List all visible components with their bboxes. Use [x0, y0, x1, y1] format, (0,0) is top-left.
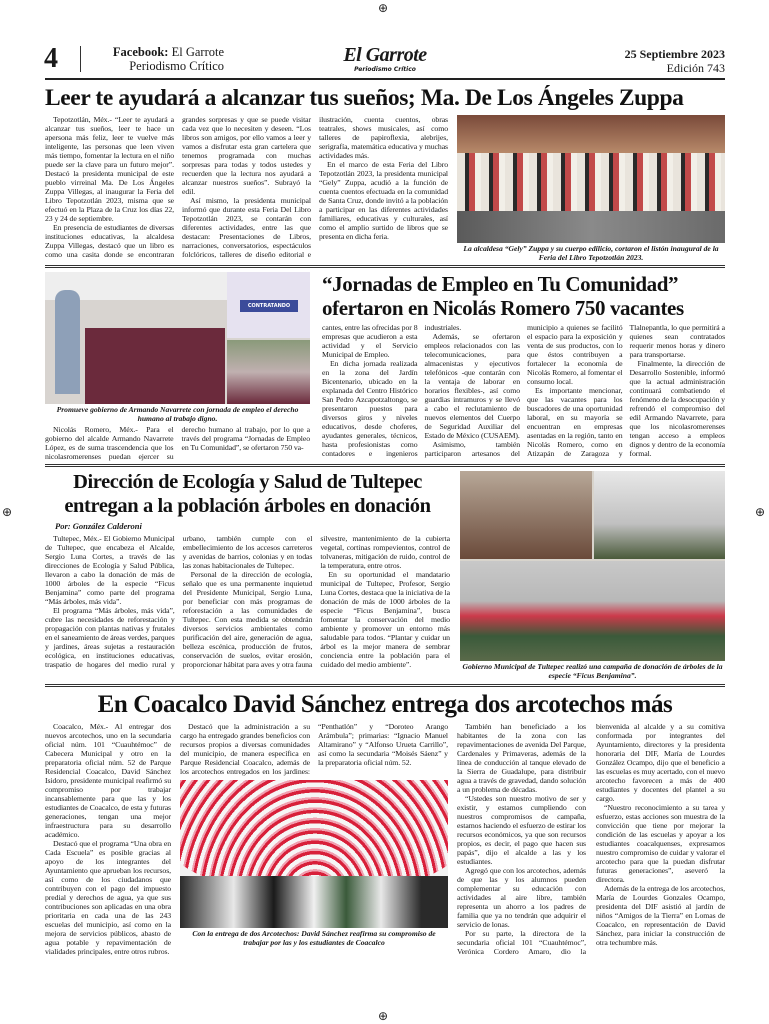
paragraph: Finalmente, la dirección de Desarrollo Sostenible, informó que la actual administración continuará combatiendo el fenómeno de la desocupación y refrendó el compromiso del edil Armando Navarrete, para que los nicolasromerenses tengan acceso a empleos dignos y dentro de la economía formal.	[629, 359, 725, 459]
article4-headline: En Coacalco David Sánchez entrega dos arcotechos más	[97, 690, 673, 718]
page-content	[45, 82, 725, 956]
logo-sub: Periodismo Crítico	[354, 66, 416, 73]
masthead-rule	[45, 78, 725, 80]
article3-headline-line1: Dirección de Ecología y Salud de Tultepec	[73, 471, 422, 494]
byline: Por: González Calderoni	[55, 520, 142, 531]
paragraph: “Nuestro reconocimiento a su tarea y esfuerzo, estas acciones son muestra de la convicción que tiene por mejorar la condición de las escuelas y apoyar a los estudiantes coacalquenses, expresamos nuestro compromiso de cuidar y valorar el arcotecho para que la puedan disfrutar futuras generaciones”, aseveró la directora.	[596, 803, 725, 885]
paragraph: “Ustedes son nuestro motivo de ser y existir, y estamos cumpliendo con nuestros compromisos de campaña, estamos haciendo el esfuerzo de estirar los recursos económicos, ya que son recursos propios, es decir, el pago que hacen sus papás”, dijo el alcalde a las y los estudiantes.	[457, 794, 586, 867]
article3-photo	[460, 471, 725, 661]
article2-photo	[45, 272, 310, 404]
article4-body-right	[457, 722, 725, 956]
article4-caption: Con la entrega de dos Arcotechos: David Sánchez reafirma su compromiso de trabajar por las y los estudiantes de Coacalco	[192, 929, 436, 947]
paragraph: Tultepec, Méx.- El Gobierno Municipal de Tultepec, que encabeza el Alcalde, Sergio Luna Cortes, a través de las direcciones de Ecología y Salud Pública, llevaron a cabo la donación de más de 1000 árboles de la especie “Ficus Benjamina” como parte del programa “Más árboles, más vida”.	[45, 533, 175, 606]
paragraph: Así mismo, la presidenta municipal informó que durante esta Feria Del Libro Tepotzotlán 2023, se contarán con diferentes actividades, entre las que destacan: Presentaciones de Libros, narraciones, conversatorios, espectáculos folclóricos, talleres de diseño editorial e ilustración, cuenta cuentos, obras teatrales, shows musicales, así como talleres de papiroflexia, alebrijes, serigrafía, matemática educativa y muchas actividades más.	[182, 115, 448, 260]
article4	[45, 691, 725, 957]
article1-photo	[457, 115, 725, 243]
article1-body	[45, 115, 448, 259]
article4-body-col1	[45, 722, 171, 956]
section-divider	[45, 464, 725, 467]
paragraph: También han beneficiado a los habitantes de la zona con las repavimentaciones de avenida Del Parque, Cardenales y Primaveras, además de la línea de conducción al tanque elevado de la Sierra de Guadalupe, para distribuir agua a través de gravedad, dando solución a un problema de décadas.	[457, 722, 586, 795]
edition: Edición 743	[666, 61, 725, 75]
article2-headline-line1: “Jornadas de Empleo en Tu Comunidad”	[322, 272, 679, 297]
paragraph: Asimismo, también participaron artesanos del municipio a quienes se facilitó el espacio para la exposición y venta de sus productos, con lo que éstos contribuyen a fortalecer la economía de Nicolás Romero, al fomentar el consumo local.	[424, 323, 623, 459]
tagline: Periodismo Crítico	[129, 59, 224, 73]
paragraph: Coacalco, Méx.- Al entregar dos nuevos arcotechos, uno en la secundaria oficial núm. 101 “Cuauhtémoc” de Cabecera Municipal y otro en la preparatoria oficial núm. 52 de Parque Residencial Coacalco, David Sánchez Isidoro, presidente municipal reafirmó su compromiso por trabajar incansablemente para que las y los estudiantes de Coacalco, de esta y futuras generaciones, tengan una mejor infraestructura para su desarrollo académico.	[45, 722, 171, 840]
paragraph: Por su parte, la directora de la secundaria oficial 101 “Cuauhtémoc”, Verónica Cordero Amaro, dio la bienvenida al alcalde y a su comitiva conformada por integrantes del Ayuntamiento, directores y la presidenta honoraria del DIF, María de Lourdes González Ocampo, dijo que el beneficio a las escuelas es muy acertado, con el nuevo arcotecho favorecen a más de 400 estudiantes y docentes del plantel a su cargo.	[457, 722, 725, 957]
paragraph: Nicolás Romero, Méx.- Para el gobierno del alcalde Armando Navarrete López, es de suma trascendencia que los nicolasromerenses puedan ejercer su derecho humano al trabajo, por lo que a través del programa “Jornadas de Empleo en Tu Comunidad”, se ofertaron 750 va-	[45, 425, 310, 462]
article3-headline-line2: entregan a la población árboles en donación	[64, 494, 431, 517]
article1	[45, 85, 725, 262]
paragraph: Personal de la dirección de ecología, señalo que es una permanente inquietud del Presidente Municipal, Sergio Luna, por beneficiar con más programas de reforestación a las comunidades de Tultepec. Con esta medida se obtendrán diversos servicios ambientales como purificación del aire, generación de agua, belleza escénica, producción de frutos, conservación de suelos, evitar erosión, proporcionar hábitat para aves y otra fauna silvestre, mantenimiento de la cubierta vegetal, cortinas rompevientos, control de tolvaneras, mitigación de ruido, control de la temperatura, entre otros.	[182, 533, 450, 669]
paragraph: Además, se ofertaron empleos relacionados con las telecomunicaciones, para almacenistas y ejecutivos telefónicos -que contarán con la ventaja de laborar en horarios flexibles-, así como guardias intramuros y se llevó a cabo el reclutamiento de nuevos elementos del Cuerpo de Seguridad Auxiliar del Estado de México (CUSAEM).	[424, 332, 520, 441]
paragraph: Destacó que el programa “Una obra en Cada Escuela” es posible gracias al apoyo de los integrantes del Ayuntamiento que aprueban los recursos, así como de los ciudadanos que contribuyen con el pago del impuesto predial y derechos de agua, ya que sus contribuciones son aplicadas en una obra prioritaria en cada una de las 243 escuelas del municipio, así como en la mejora de servicios públicos, abasto de agua potable y repavimentación de vialidades principales, entre otros rubros.	[45, 839, 171, 957]
divider	[80, 46, 81, 72]
article3	[45, 471, 725, 680]
paragraph: En dicha jornada realizada en la zona del Jardín Bicentenario, ubicado en la explanada del Centro Histórico San Pedro Azcapotzaltongo, se presentaron puestos para diversos giros y niveles educativos, desde choferes, ayudantes generales, técnicos, hasta profesionistas como contadores e ingenieros industriales.	[322, 323, 462, 459]
paragraph: cantes, entre las ofrecidas por 8 empresas que acudieron a esta actividad y el Servicio Municipal de Empleo.	[322, 323, 418, 360]
paragraph: En presencia de estudiantes de diversas instituciones educativas, la alcaldesa Zuppa Villegas, destacó que un libro es como una casita donde se encontraran grandes sorpresas y que se puede visitar cada vez que lo necesiten y deseen. “Los libros son amigos, por ello vamos a leer y vamos a disfrutar esta gran cartelera que tenemos programada con muchas sorpresas para todas y todos ustedes y recuerden que la lectura nos ayudará a alcanzar nuestros sueños”. Subrayó la edil.	[45, 115, 311, 260]
paragraph: En el marco de esta Feria del Libro Tepotzotlán 2023, la presidenta municipal “Gely” Zuppa, acudió a la función de cuenta cuentos efectuada en la comunidad de Santa Cruz, donde invitó a la población a participar en las diferentes actividades familiares, educativas y culturales, así como el amplio surtido de libros que se presenta en dicha feria.	[319, 160, 448, 242]
article3-caption: Gobierno Municipal de Tultepec realizó una campaña de donación de árboles de la especie “Ficus Benjamina”.	[462, 662, 723, 680]
paragraph: En su oportunidad el mandatario municipal de Tultepec, Profesor, Sergio Luna Cortes, destaca que la iniciativa de la donación de más de 1000 árboles de la especie “Ficus Benjamina”, busca fomentar la conservación del medio ambiente y promover un entorno más saludable para todos. “Plantar y cuidar un árbol es la mejor manera de sembrar conciencia entre la población para el cuidado del medio ambiente”.	[320, 569, 450, 669]
article1-headline: Leer te ayudará a alcanzar tus sueños; Ma. De Los Ángeles Zuppa	[45, 85, 684, 111]
article2-headline-line2: ofertaron en Nicolás Romero 750 vacantes	[322, 296, 684, 321]
page-number: 4	[44, 43, 58, 74]
section-divider	[45, 684, 725, 687]
article4-photo	[180, 780, 448, 928]
article4-body-mid	[180, 722, 448, 776]
registration-mark-icon: ⊕	[378, 1, 389, 15]
article2-caption: Promueve gobierno de Armando Navarrete con jornada de empleo el derecho humano al trabajo digno.	[56, 405, 299, 423]
article2	[45, 272, 725, 461]
paragraph: Destacó que la administración a su cargo ha entregado grandes beneficios con recursos propios a diversas comunidades del municipio, de manera específica en Parque Residencial Coacalco, además de los arcotechos entregados en los jardines: “Penthatlón” y “Doroteo Arango Arámbula”; primarias: “Ignacio Manuel Altamirano” y “Alfonso Urueta Carrillo”, así como la secundaria “Moisés Sáenz” y la preparatoria oficial núm. 52.	[180, 722, 448, 777]
facebook-name: El Garrote	[171, 45, 224, 59]
photo-sign: CONTRATANDO	[240, 300, 298, 312]
paragraph: El programa “Más árboles, más vida”, cubre las necesidades de reforestación y propagación con plantas nativas y frutales en el saneamiento de áreas verdes, parques y jardines, áreas sujetas a restauración ecológica, en instituciones educativas, traspatio de hogares del medio rural y urbano, también cumple con el embellecimiento de los accesos carreteros y avenidas de barrios, colonias y en todas las zonas habitacionales de Tultepec.	[45, 533, 313, 669]
article2-body-left	[45, 425, 310, 461]
article3-body	[45, 534, 450, 669]
logo-name: El Garrote	[343, 44, 427, 66]
registration-mark-icon: ⊕	[755, 505, 766, 519]
section-divider	[45, 265, 725, 268]
issue-info	[560, 47, 725, 75]
logo	[330, 44, 440, 74]
facebook-label: Facebook:	[112, 45, 169, 59]
paragraph: Es importante mencionar, que las vacantes para los buscadores de una oportunidad laboral, en su mayoría se encuentran en empresas asentadas en la región, tanto en Nicolás Romero, como en Atizapán de Zaragoza y Tlalnepantla, lo que permitirá a quienes sean contratados requerir menos horas y dinero para transportarse.	[527, 323, 725, 459]
article1-caption: La alcaldesa “Gely” Zuppa y su cuerpo edilicio, cortaron el listón inaugural de la Feria del Libro Tepotzotlán 2023.	[463, 244, 719, 262]
paragraph: Agregó que con los arcotechos, además de que las y los alumnos pueden complementar su educación con actividades al aire libre, también representa un ahorro a los padres de familia que ya no tendrán que adquirir el servicio de lonas.	[457, 866, 586, 930]
paragraph: Tepotzotlán, Méx.- “Leer te ayudará a alcanzar tus sueños, leer te hace un apersona más feliz, leer te vuelve más inteligente, las personas que leen viven más tiempo, fomentar la lectura en el niño puede ser la clave para un futuro mejor”. Destacó la presidenta municipal de este pueblo virreinal Ma. De Los Ángeles Zuppa Villegas, al inaugurar la Feria del Libro Tepotzotlán 2023, misma que se efectuó en la Plaza de la Cruz los días 22, 23 y 24 de septiembre.	[45, 115, 174, 224]
paragraph: Además de la entrega de los arcotechos, María de Lourdes Gonzales Ocampo, presidenta del DIF asistió al jardín de niños “Amigos de la Tierra” en Lomas de Coacalco, en representación de David Sánchez, para iniciar la construcción de otra techumbre más.	[596, 884, 726, 948]
article2-body-right	[322, 323, 725, 458]
facebook-credit	[104, 45, 224, 73]
registration-mark-icon: ⊕	[378, 1009, 389, 1023]
registration-mark-icon: ⊕	[2, 505, 13, 519]
issue-date: 25 Septiembre 2023	[624, 47, 725, 61]
